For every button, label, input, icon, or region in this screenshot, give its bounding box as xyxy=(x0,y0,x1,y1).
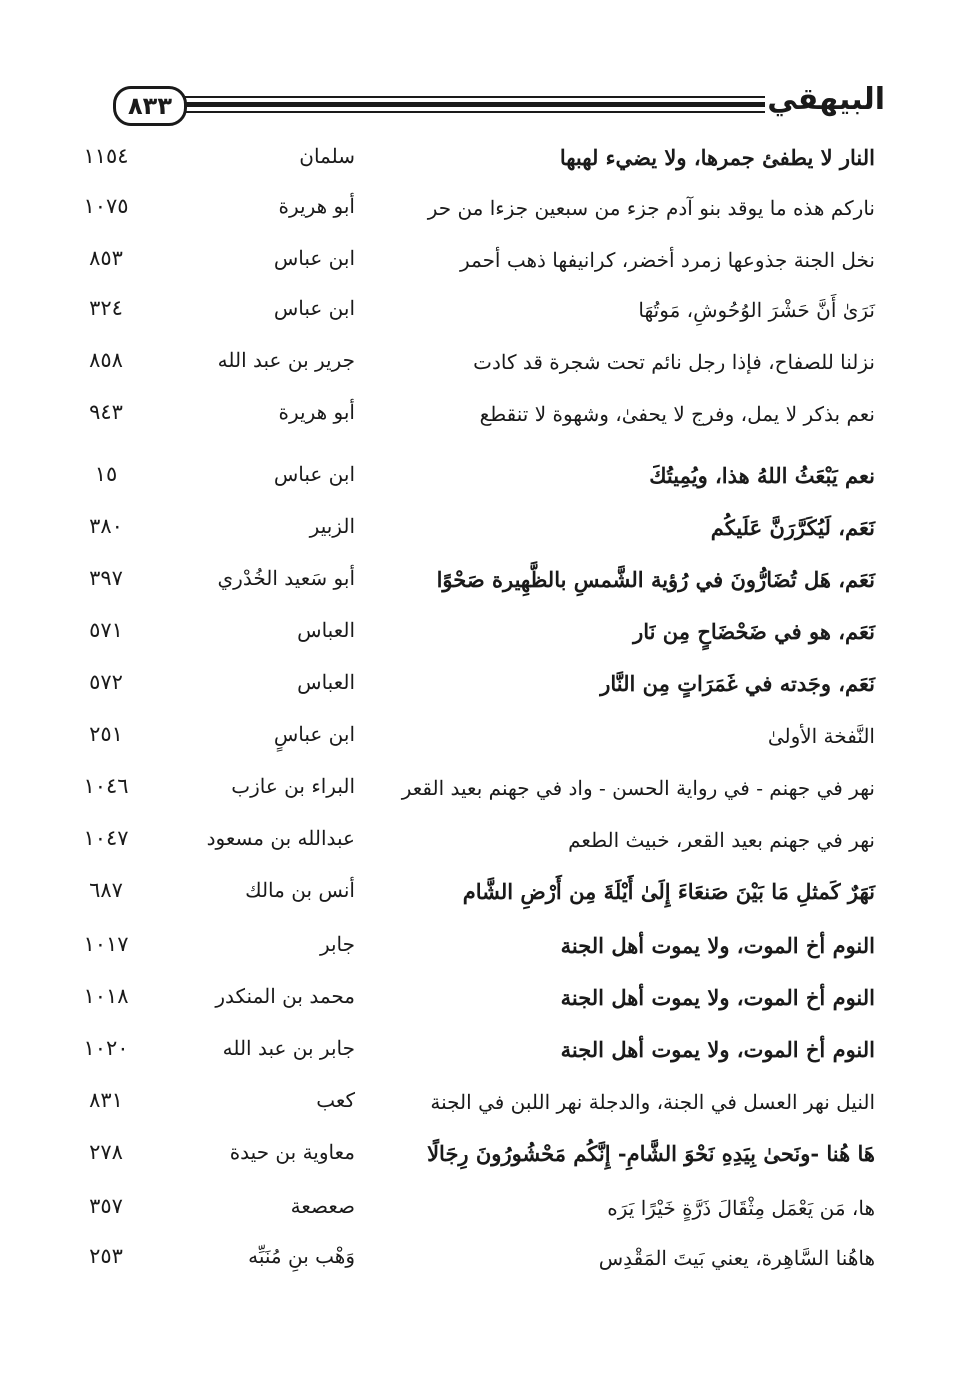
index-row xyxy=(0,394,960,446)
index-row xyxy=(0,1134,960,1186)
hadith-text: نَهَرٌ كَمثلِ مَا بَيْنَ صَنعَاءَ إِلَىٰ أَيْلَةَ مِن أَرْضِ الشَّام xyxy=(462,879,875,904)
narrator-name: البراء بن عازب xyxy=(231,774,355,798)
hadith-number: ١٠٤٦ xyxy=(83,774,129,798)
book-title: البيهقي xyxy=(767,82,885,117)
hadith-number: ٣٩٧ xyxy=(89,566,123,590)
hadith-number: ٨٥٨ xyxy=(89,348,123,372)
hadith-text: نَعَم، وجَدته في غَمَرَاتٍ مِن النَّار xyxy=(600,671,875,696)
index-row xyxy=(0,1082,960,1134)
index-row xyxy=(0,456,960,508)
hadith-text: هاهُنا السَّاهِرة، يعني بَيتَ المَقْدِس xyxy=(598,1246,875,1270)
narrator-name: معاوية بن حيدة xyxy=(229,1140,355,1164)
hadith-text: النوم أخ الموت، ولا يموت أهل الجنة xyxy=(560,933,875,958)
hadith-number: ٨٣١ xyxy=(89,1088,123,1112)
hadith-text: نزلنا للصفاح، فإذا رجل نائم تحت شجرة قد كادت xyxy=(473,350,875,374)
header-rule-bottom xyxy=(185,111,765,113)
hadith-text: النار لا يطفئ جمرها، ولا يضيء لهبها xyxy=(559,145,875,170)
hadith-number: ٥٧٢ xyxy=(89,670,123,694)
narrator-name: محمد بن المنكدر xyxy=(215,984,355,1008)
narrator-name: أبو سَعيد الخُدْري xyxy=(217,566,355,590)
hadith-number: ٢٥٣ xyxy=(89,1244,123,1268)
index-row xyxy=(0,612,960,664)
hadith-text: ها، مَن يَعْمَل مِثْقَالَ ذَرَّةٍ خَيْرًا يَرَه xyxy=(607,1196,875,1220)
hadith-text: نعم يَبْعَثُ اللهُ هذا، ويُمِيتُكَ xyxy=(649,463,875,488)
narrator-name: أنس بن مالك xyxy=(245,878,355,902)
narrator-name: جابر xyxy=(319,932,355,956)
hadith-number: ٣٢٤ xyxy=(89,296,123,320)
hadith-number: ٩٤٣ xyxy=(89,400,123,424)
hadith-number: ١٠٧٥ xyxy=(83,194,129,218)
index-row xyxy=(0,978,960,1030)
index-row xyxy=(0,508,960,560)
header-rule-top xyxy=(185,96,765,98)
index-row xyxy=(0,872,960,924)
hadith-number: ٢٧٨ xyxy=(89,1140,123,1164)
hadith-text: نَعَم، هَل تُضَارُّونَ في رُؤية الشَّمسِ بالظَّهِيرة صَحْوًا xyxy=(436,567,875,592)
hadith-text: نَعَم، هو في ضَحْضَاحٍ مِن نَار xyxy=(633,619,875,644)
index-row xyxy=(0,290,960,342)
hadith-number: ٨٥٣ xyxy=(89,246,123,270)
hadith-text: نهر في جهنم - في رواية الحسن - واد في جهنم بعيد القعر xyxy=(401,776,875,800)
index-row xyxy=(0,768,960,820)
index-row xyxy=(0,138,960,190)
narrator-name: أبو هريرة xyxy=(278,194,355,218)
page-header xyxy=(105,78,885,130)
index-row xyxy=(0,1238,960,1290)
hadith-text: النيل نهر العسل في الجنة، والدجلة نهر اللبن في الجنة xyxy=(430,1090,875,1114)
narrator-name: العباس xyxy=(297,670,355,694)
narrator-name: سلمان xyxy=(299,144,355,168)
hadith-number: ١١٥٤ xyxy=(83,144,129,168)
narrator-name: صعصعة xyxy=(290,1194,355,1218)
index-row xyxy=(0,240,960,292)
narrator-name: عبدالله بن مسعود xyxy=(206,826,355,850)
narrator-name: ابن عباسٍ xyxy=(273,722,355,746)
index-row xyxy=(0,188,960,240)
hadith-text: نهر في جهنم بعيد القعر، خبيث الطعم xyxy=(568,828,875,852)
hadith-text: النوم أخ الموت، ولا يموت أهل الجنة xyxy=(560,1037,875,1062)
narrator-name: ابن عباس xyxy=(273,246,355,270)
index-row xyxy=(0,716,960,768)
hadith-text: نعم بذكر لا يمل، وفرج لا يحفىٰ، وشهوة لا تنقطع xyxy=(479,402,875,426)
hadith-text: النَّفخة الأولىٰ xyxy=(767,724,875,748)
hadith-number: ١٠٤٧ xyxy=(83,826,129,850)
hadith-number: ١٠١٧ xyxy=(83,932,129,956)
narrator-name: كعب xyxy=(316,1088,355,1112)
hadith-number: ٣٥٧ xyxy=(89,1194,123,1218)
narrator-name: أبو هريرة xyxy=(278,400,355,424)
index-row xyxy=(0,664,960,716)
hadith-text: ناركم هذه ما يوقد بنو آدم جزء من سبعين جزءا من حر xyxy=(427,196,875,220)
hadith-number: ١٠٢٠ xyxy=(83,1036,129,1060)
hadith-text: هَا هُنا -ونَحىٰ بِيَدِهِ نَحْوَ الشَّامِ- إِنَّكُم مَحْشُورُونَ رِجَالًا xyxy=(427,1141,875,1166)
hadith-text: نَعَم، لَيُكَرَّرَنَّ عَلَيكُم xyxy=(710,515,875,540)
hadith-number: ١٥ xyxy=(94,462,118,486)
header-rule-middle xyxy=(185,102,765,107)
index-row xyxy=(0,1030,960,1082)
hadith-number: ٢٥١ xyxy=(89,722,123,746)
hadith-text: نخل الجنة جذوعها زمرد أخضر، كرانيفها ذهب أحمر xyxy=(459,248,875,272)
narrator-name: وَهْب بنِ مُنَبِّه xyxy=(248,1244,355,1268)
index-row xyxy=(0,342,960,394)
index-row xyxy=(0,820,960,872)
index-row xyxy=(0,1188,960,1240)
index-row xyxy=(0,560,960,612)
page-number: ٨٣٣ xyxy=(113,86,187,126)
hadith-number: ٣٨٠ xyxy=(89,514,123,538)
narrator-name: ابن عباس xyxy=(273,462,355,486)
hadith-text: نَرَىٰ أَنَّ حَشْرَ الوُحُوشِ، مَوتُهَا xyxy=(638,298,875,322)
narrator-name: جابر بن عبد الله xyxy=(222,1036,355,1060)
hadith-number: ٦٨٧ xyxy=(89,878,123,902)
index-row xyxy=(0,926,960,978)
narrator-name: العباس xyxy=(297,618,355,642)
hadith-text: النوم أخ الموت، ولا يموت أهل الجنة xyxy=(560,985,875,1010)
narrator-name: جرير بن عبد الله xyxy=(217,348,355,372)
hadith-number: ٥٧١ xyxy=(89,618,123,642)
narrator-name: ابن عباس xyxy=(273,296,355,320)
narrator-name: الزبير xyxy=(309,514,355,538)
hadith-number: ١٠١٨ xyxy=(83,984,129,1008)
